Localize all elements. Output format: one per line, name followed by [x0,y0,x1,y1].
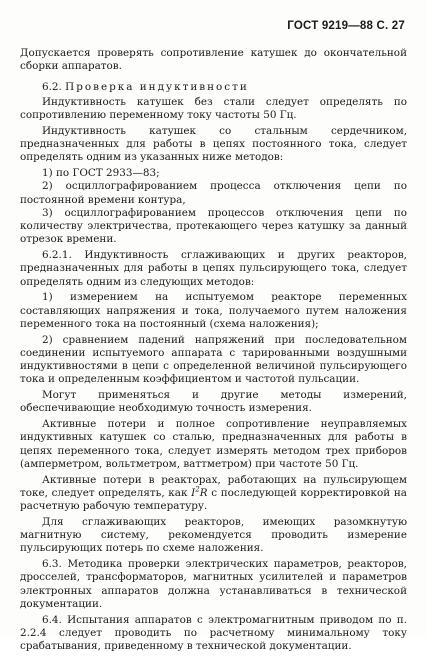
list-item: 3) осциллографированием процессов отключения цепи по количеству электричества, протекающего через катушку за данный отрезок времени. [20,206,407,246]
list-item: 2) осциллографированием процесса отключения цепи по постоянной времени контура, [20,180,407,206]
paragraph-6-4: 6.4. Испытания аппаратов с электромагнитным приводом по п. 2.2.4 следует проводить по расчетному минимальному току срабатывания, приведенному в технической документации. [20,613,407,652]
paragraph-active-losses: Активные потери и полное сопротивление неуправляемых индуктивных катушек со сталью, предназначенных для работы в цепях переменного тока, следует измерять методом трех приборов (амперметром, вольтметром, ваттметром) при частоте 50 Гц. [20,418,407,470]
paragraph-inductance-steel: Индуктивность катушек со стальным сердечником, предназначенных для работы в цепях постоянного тока, следует определять одним из указанных ниже методов: [20,124,407,164]
intro-paragraph: Допускается проверять сопротивление катушек до окончательной сборки аппаратов. [20,47,407,73]
section-heading [20,81,407,94]
paragraph-6-3: 6.3. Методика проверки электрических параметров, реакторов, дросселей, трансформаторов, магнитных усилителей и параметров электронных аппаратов должна устанавливаться в технической документации. [20,558,407,610]
list-item: 1) по ГОСТ 2933—83; [42,167,160,179]
section-number: 6.2. [42,80,62,93]
paragraph-6-2-1: 6.2.1. Индуктивность сглаживающих и других реакторов, предназначенных для работы в цепях пульсирующего тока, следует определять одним из следующих методов: [20,249,407,288]
page-header: ГОСТ 9219—88 С. 27 [287,20,405,32]
paragraph-smoothing-reactors: Для сглаживающих реакторов, имеющих разомкнутую магнитную систему, рекомендуется проводить измерение пульсирующих потерь по схеме наложения. [20,515,407,555]
section-title: Проверка индуктивности [65,80,249,93]
list-item: 1) измерением на испытуемом реакторе переменных составляющих напряжения и тока, получаемого путем наложения переменного тока на постоянный (схема наложения); [20,291,407,330]
text-run: Активные потери в реакторах, работающих на пульсирующем токе, следует определять, как [20,473,407,499]
paragraph-inductance-no-steel: Индуктивность катушек без стали следует определять по сопротивлению переменному току частоты 50 Гц. [20,95,407,121]
methods-list [20,167,407,247]
page-content [20,47,407,656]
formula: $I^2R$ [191,485,208,499]
list-item: 2) сравнением падений напряжений при последовательном соединении испытуемого аппарата с тарированными воздушными индуктивностями в цепи с определенной величиной пульсирующего тока и определенным коэффициентом и частотой пульсации. [20,333,407,386]
text-run: с последующей корректировкой на расчетную рабочую температуру. [20,486,407,512]
paragraph-other-methods: Могут применяться и другие методы измерений, обеспечивающие необходимую точность измерения. [20,389,407,415]
paragraph-pulse-losses [20,474,407,514]
